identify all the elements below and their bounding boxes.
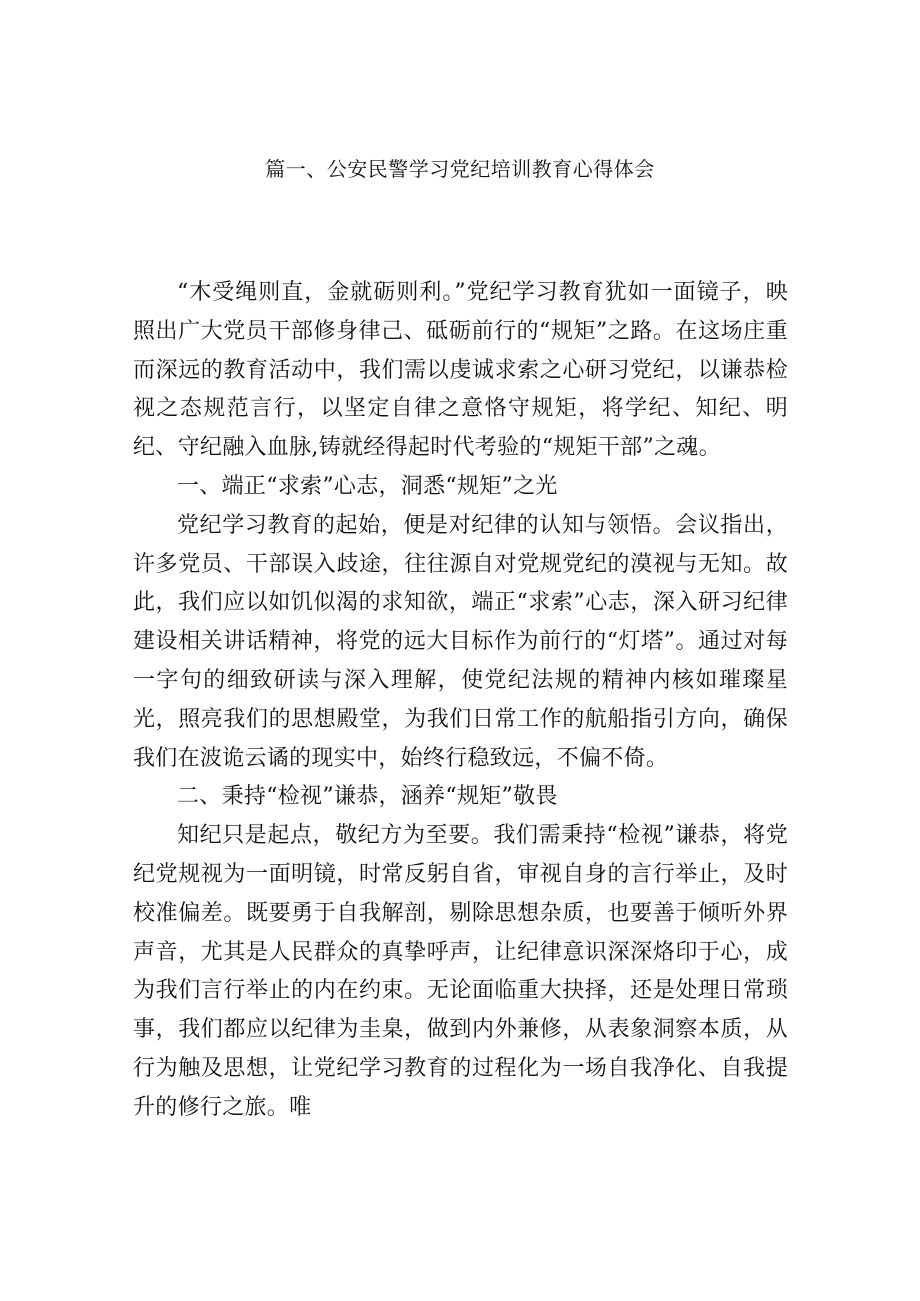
document-title: 篇一、公安民警学习党纪培训教育心得体会: [265, 157, 655, 181]
section-heading-2: 二、秉持“检视”谦恭，涵养“规矩”敬畏: [177, 784, 558, 810]
document-body: [133, 274, 788, 1128]
intro-paragraph: “木受绳则直，金就砺则利。”党纪学习教育犹如一面镜子，映照出广大党员干部修身律己、砥砺前行的“规矩”之路。在这场庄重而深远的教育活动中，我们需以虔诚求索之心研习党纪，以谦恭检视之态规范言行，以坚定自律之意恪守规矩，将学纪、知纪、明纪、守纪融入血脉,铸就经得起时代考验的“规矩干部”之魂。: [133, 280, 788, 461]
section-2-paragraph: 知纪只是起点，敬纪方为至要。我们需秉持“检视”谦恭，将党纪党规视为一面明镜，时常反躬自省，审视自身的言行举止，及时校准偏差。既要勇于自我解剖，剔除思想杂质，也要善于倾听外界声音，尤其是人民群众的真挚呼声，让纪律意识深深烙印于心，成为我们言行举止的内在约束。无论面临重大抉择，还是处理日常琐事，我们都应以纪律为圭臬，做到内外兼修，从表象洞察本质，从行为触及思想，让党纪学习教育的过程化为一场自我净化、自我提升的修行之旅。唯: [133, 823, 788, 1120]
section-heading-1: 一、端正“求索”心志，洞悉“规矩”之光: [177, 473, 558, 499]
section-1-paragraph: 党纪学习教育的起始，便是对纪律的认知与领悟。会议指出，许多党员、干部误入歧途，往往源自对党规党纪的漠视与无知。故此，我们应以如饥似渴的求知欲，端正“求索”心志，深入研习纪律建设相关讲话精神，将党的远大目标作为前行的“灯塔”。通过对每一字句的细致研读与深入理解，使党纪法规的精神内核如璀璨星光，照亮我们的思想殿堂，为我们日常工作的航船指引方向，确保我们在波诡云谲的现实中，始终行稳致远，不偏不倚。: [133, 512, 788, 771]
